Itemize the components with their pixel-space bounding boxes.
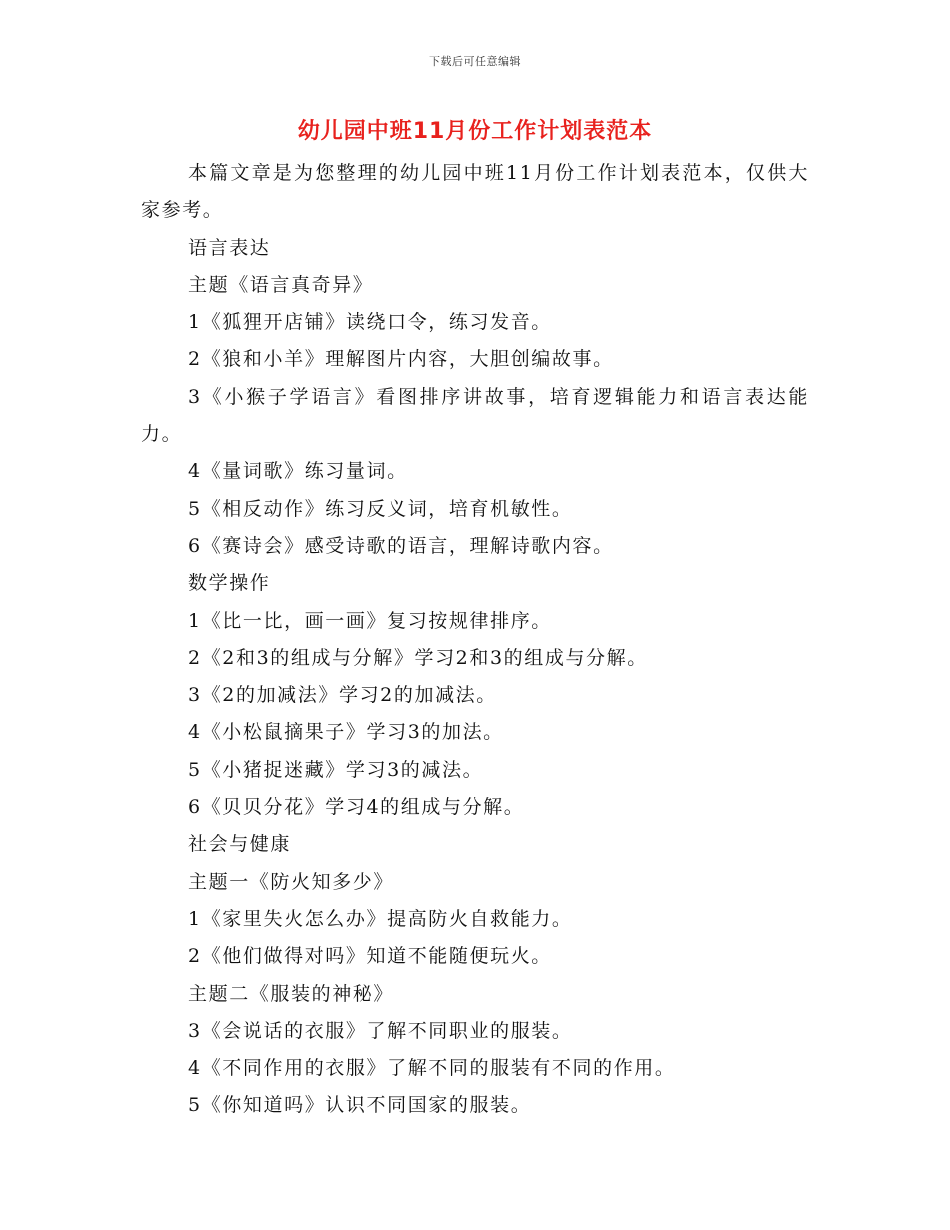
section-heading-language: 语言表达 — [188, 236, 271, 259]
section-heading-society-health: 社会与健康 — [188, 833, 292, 856]
theme-line: 主题二《服装的神秘》 — [188, 982, 395, 1005]
header-note: 下载后可任意编辑 — [429, 55, 521, 68]
document-body — [141, 155, 809, 1125]
list-item: 3《小猴子学语言》看图排序讲故事，培育逻辑能力和语言表达能力。 — [141, 385, 809, 446]
list-item: 6《贝贝分花》学习4的组成与分解。 — [188, 796, 525, 819]
list-item: 6《赛诗会》感受诗歌的语言，理解诗歌内容。 — [188, 534, 614, 557]
list-item: 3《2的加减法》学习2的加减法。 — [188, 684, 497, 707]
theme-line: 主题一《防火知多少》 — [188, 870, 395, 893]
list-item: 2《2和3的组成与分解》学习2和3的组成与分解。 — [188, 646, 648, 669]
list-item: 2《他们做得对吗》知道不能随便玩火。 — [188, 945, 552, 968]
list-item: 1《比一比，画一画》复习按规律排序。 — [188, 609, 552, 632]
intro-paragraph: 本篇文章是为您整理的幼儿园中班11月份工作计划表范本，仅供大家参考。 — [141, 162, 809, 222]
list-item: 5《相反动作》练习反义词，培育机敏性。 — [188, 497, 573, 520]
list-item: 5《小猪捉迷藏》学习3的减法。 — [188, 758, 484, 781]
list-item: 3《会说话的衣服》了解不同职业的服装。 — [188, 1019, 573, 1042]
list-item: 5《你知道吗》认识不同国家的服装。 — [188, 1094, 532, 1117]
theme-line: 主题《语言真奇异》 — [188, 273, 374, 296]
list-item: 2《狼和小羊》理解图片内容，大胆创编故事。 — [188, 348, 614, 371]
list-item: 4《小松鼠摘果子》学习3的加法。 — [188, 721, 504, 744]
list-item: 1《家里失火怎么办》提高防火自救能力。 — [188, 907, 573, 930]
list-item: 4《不同作用的衣服》了解不同的服装有不同的作用。 — [188, 1057, 676, 1080]
list-item: 4《量词歌》练习量词。 — [188, 460, 408, 483]
section-heading-math: 数学操作 — [188, 572, 271, 595]
document-title: 幼儿园中班11月份工作计划表范本 — [297, 119, 653, 144]
list-item: 1《狐狸开店铺》读绕口令，练习发音。 — [188, 311, 552, 334]
